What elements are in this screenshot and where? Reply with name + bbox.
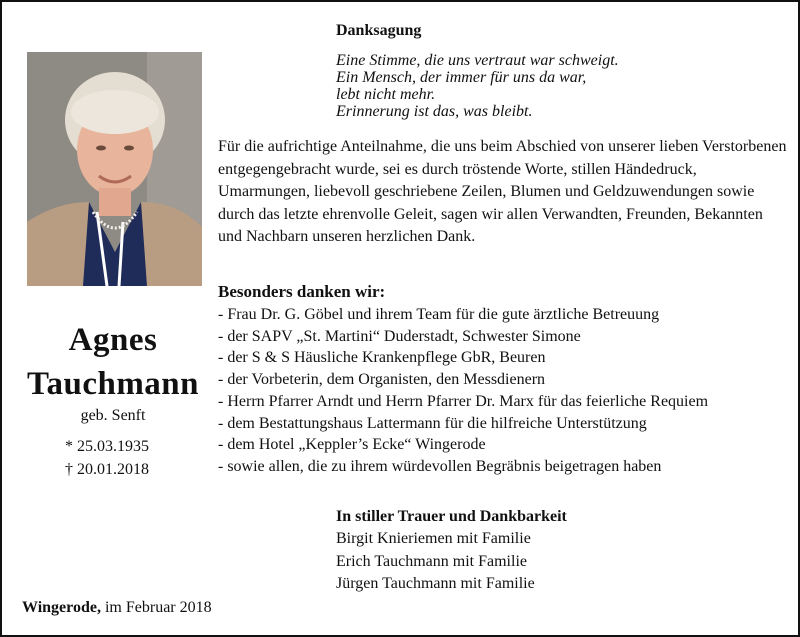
gratitude-text: Für die aufrichtige Anteilnahme, die uns beim Abschied von unserer lieben Verstorbenen entgegengebracht wurde, sei es durch tröstende Worte, stillen Händedruck, Umarmungen, liebevoll geschriebene Zeilen, Blumen und Geldzuwendungen sowie durch das letzte ehrenvolle Geleit, sagen wir allen Verwandten, Freunden, Bekannten und Nachbarn unseren herzlichen Dank.	[218, 138, 787, 245]
closing-heading: In stiller Trauer und Dankbarkeit	[336, 508, 567, 525]
list-item: - Herrn Pfarrer Arndt und Herrn Pfarrer Dr. Marx für das feierliche Requiem	[218, 392, 709, 410]
deceased-last-name: Tauchmann	[26, 366, 200, 402]
list-item: - Frau Dr. G. Göbel und ihrem Team für die gute ärztliche Betreuung	[218, 306, 660, 323]
death-date: † 20.01.2018	[65, 461, 149, 478]
birth-date: * 25.03.1935	[65, 438, 149, 455]
poem-line: lebt nicht mehr.	[336, 86, 436, 103]
deceased-first-name: Agnes	[68, 322, 158, 358]
list-item: Erich Tauchmann mit Familie	[336, 552, 527, 570]
list-item: - dem Bestattungshaus Lattermann für die hilfreiche Unterstützung	[218, 414, 647, 432]
list-item: - der Vorbeterin, dem Organisten, den Messdienern	[218, 371, 546, 389]
page-title: Danksagung	[336, 22, 422, 39]
list-item: Birgit Knieriemen mit Familie	[336, 530, 531, 547]
list-item: Jürgen Tauchmann mit Familie	[336, 575, 535, 592]
birth-name: geb. Senft	[80, 407, 146, 424]
poem	[336, 52, 619, 120]
poem-line: Eine Stimme, die uns vertraut war schweigt.	[336, 52, 619, 69]
portrait-photo	[27, 52, 202, 286]
thanks-list	[218, 304, 788, 478]
list-item: - dem Hotel „Keppler’s Ecke“ Wingerode	[218, 436, 486, 454]
thanks-heading: Besonders danken wir:	[218, 282, 386, 301]
footer-place: Wingerode,	[22, 599, 101, 616]
list-item: - sowie allen, die zu ihrem würdevollen Begräbnis beigetragen haben	[218, 457, 662, 475]
footer-date: im Februar 2018	[104, 599, 212, 616]
mourners-list	[336, 528, 535, 596]
poem-line: Erinnerung ist das, was bleibt.	[336, 103, 533, 120]
list-item: - der SAPV „St. Martini“ Duderstadt, Schwester Simone	[218, 327, 581, 345]
portrait-illustration	[27, 52, 202, 286]
list-item: - der S & S Häusliche Krankenpflege GbR, Beuren	[218, 349, 546, 367]
footer-place-date	[22, 599, 212, 617]
poem-line: Ein Mensch, der immer für uns da war,	[336, 69, 587, 86]
